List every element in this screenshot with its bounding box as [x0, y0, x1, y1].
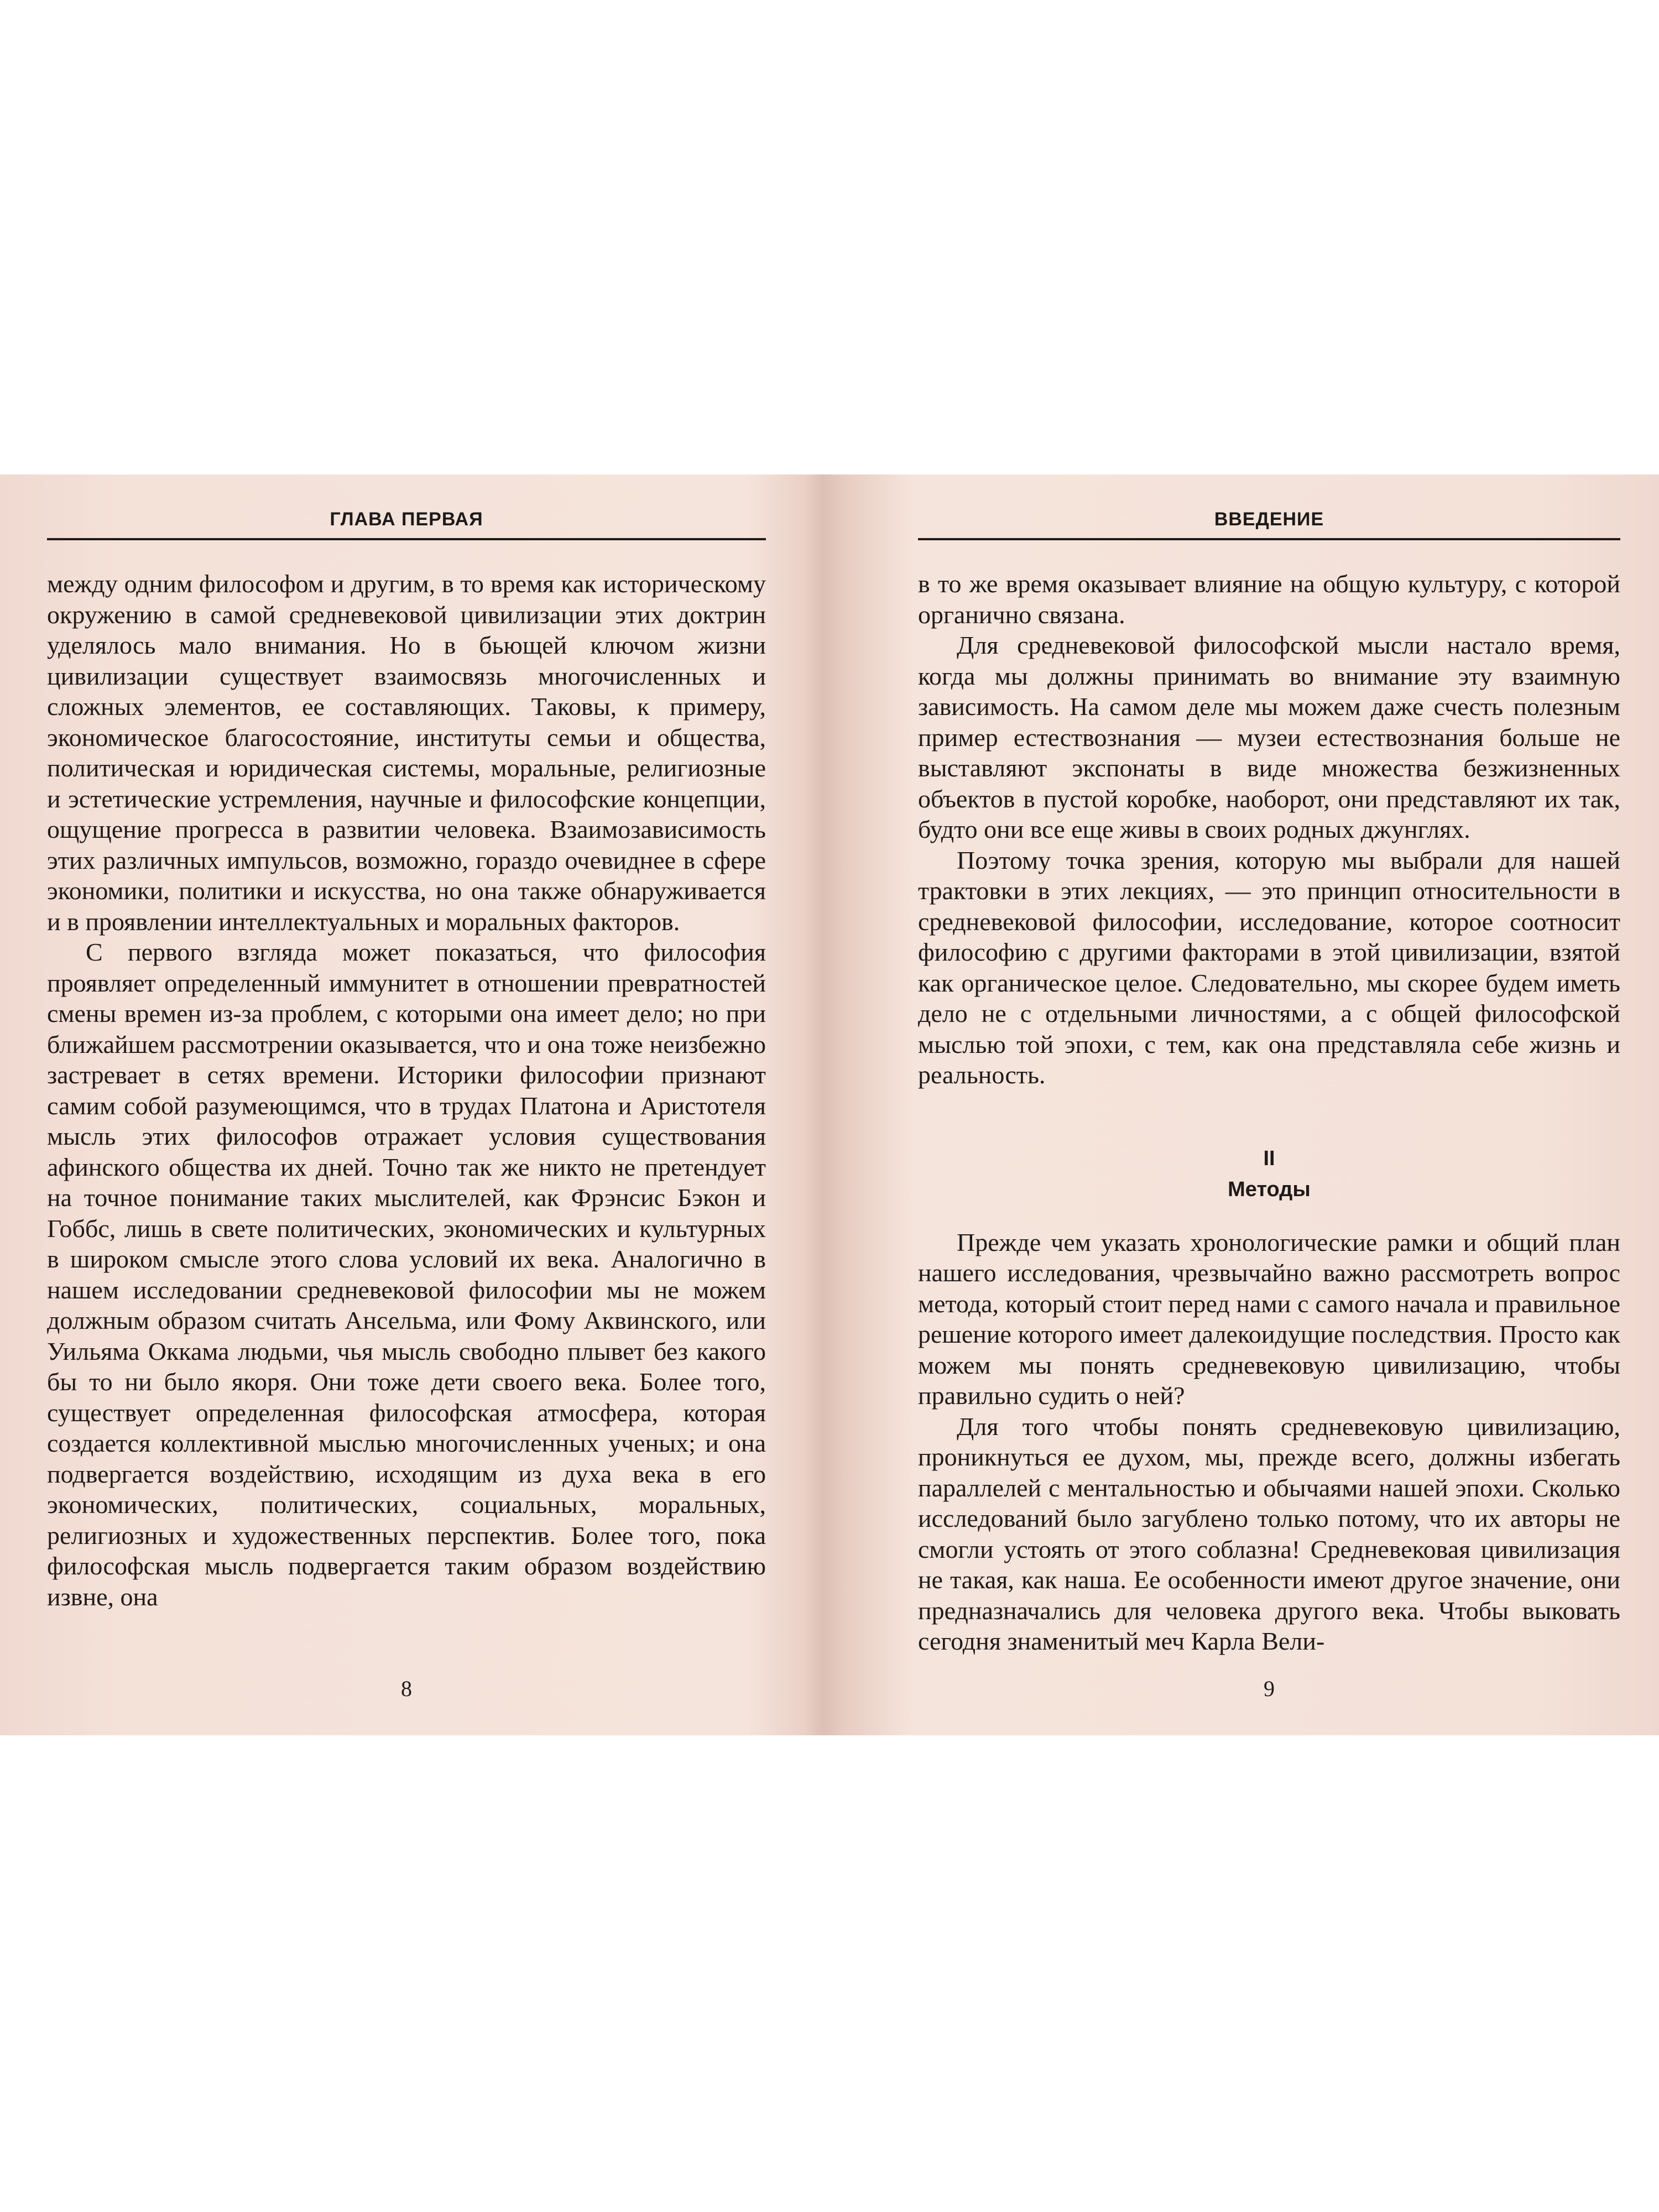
page-number: 9 — [1264, 1676, 1275, 1701]
section-number: II — [1263, 1146, 1275, 1170]
paragraph: Прежде чем указать хронологические рамки и общий план нашего исследования, чрезвычайно важно рассмотреть вопрос метода, который стоит перед нами с самого начала и правильное решение которого имеет далекоидущие последствия. Просто как можем мы понять средневековую цивилизацию, чтобы правильно судить о ней? — [918, 1228, 1620, 1410]
paragraph: Для средневековой философской мысли настало время, когда мы должны принимать во внимание эту взаимную зависимость. На самом деле мы можем даже счесть полезным пример естествознания — музеи естествознания больше не выставляют экспонаты в виде множества безжизненных объектов в пустой коробке, наоборот, они представляют их так, будто они все еще живы в своих родных джунглях. — [918, 631, 1620, 843]
right-page — [918, 474, 1620, 1735]
page-number: 8 — [401, 1676, 412, 1701]
body-text — [47, 568, 766, 1612]
left-page — [47, 474, 766, 1735]
paragraph: в то же время оказывает влияние на общую культуру, с которой органично связана. — [918, 570, 1620, 629]
paragraph: Для того чтобы понять средневековую цивилизацию, проникнуться ее духом, мы, прежде всего, должны избегать параллелей с ментальностью и обычаями нашей эпохи. Сколько исследований было загублено только потому, что их авторы не смогли устоять от этого соблазна! Средневековая цивилизация не такая, как наша. Ее особенности имеют другое значение, они предназначались для человека другого века. Чтобы выковать сегодня знаменитый меч Карла Вели- — [918, 1412, 1620, 1655]
paragraph: Поэтому точка зрения, которую мы выбрали для нашей трактовки в этих лекциях, — это принцип относительности в средневековой философии, исследование, которое соотносит философию с другими факторами в этой цивилизации, взятой как органическое целое. Следовательно, мы скорее будем иметь дело не с отдельными личностями, а с общей философской мыслью той эпохи, с тем, как она представляла себе жизнь и реальность. — [918, 846, 1620, 1089]
section-title: Методы — [1228, 1177, 1311, 1201]
running-head: ГЛАВА ПЕРВАЯ — [330, 509, 483, 530]
header-rule — [918, 538, 1620, 540]
paragraph: С первого взгляда может показаться, что философия проявляет определенный иммунитет в отношении превратностей смены времен из-за проблем, с которыми она имеет дело; но при ближайшем рассмотрении оказывается, что и она тоже неизбежно застревает в сетях времени. Историки философии признают самим собой разумеющимся, что в трудах Платона и Аристотеля мысль этих философов отражает условия существования афинского общества их дней. Точно так же никто не претендует на точное понимание таких мыслителей, как Фрэнсис Бэкон и Гоббс, лишь в свете политических, экономических и культурных в широком смысле этого слова условий их века. Аналогично в нашем исследовании средневековой философии мы не можем должным образом считать Ансельма, или Фому Аквинского, или Уильяма Оккама людьми, чья мысль свободно плывет без какого бы то ни было якоря. Они тоже дети своего века. Более того, существует определенная философская атмосфера, которая создается коллективной мыслью многочисленных ученых; и она подвергается воздействию, исходящим из духа века в его экономических, политических, социальных, моральных, религиозных и художественных перспектив. Более того, пока философская мысль подвергается таким образом воздействию извне, она — [47, 938, 766, 1611]
running-head: ВВЕДЕНИЕ — [1214, 509, 1324, 530]
book-spread — [0, 474, 1659, 1735]
header-rule — [47, 538, 766, 540]
body-text — [918, 568, 1620, 1657]
paragraph: между одним философом и другим, в то время как историческому окружению в самой средневековой цивилизации этих доктрин уделялось мало внимания. Но в бьющей ключом жизни цивилизации существует взаимосвязь многочисленных и сложных элементов, ее составляющих. Таковы, к примеру, экономическое благосостояние, институты семьи и общества, политическая и юридическая системы, моральные, религиозные и эстетические устремления, научные и философские концепции, ощущение прогресса в развитии человека. Взаимозависимость этих различных импульсов, возможно, гораздо очевиднее в сфере экономики, политики и искусства, но она также обнаруживается и в проявлении интеллектуальных и моральных факторов. — [47, 570, 766, 936]
